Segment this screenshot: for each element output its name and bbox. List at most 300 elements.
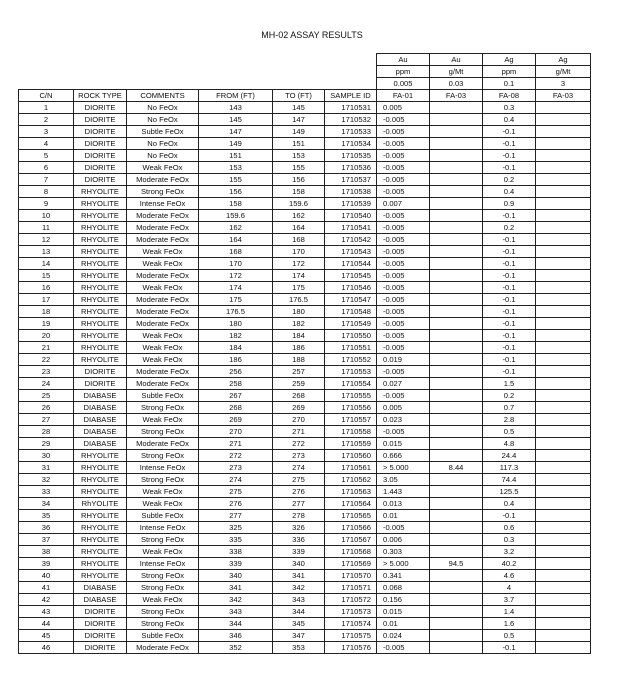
- table-cell: 340: [273, 558, 325, 570]
- table-cell: 269: [199, 414, 273, 426]
- table-cell: > 5.000: [377, 462, 430, 474]
- table-cell: [536, 282, 591, 294]
- table-cell: [430, 162, 483, 174]
- table-cell: Intense FeOx: [127, 522, 199, 534]
- table-cell: -0.1: [483, 162, 536, 174]
- header-spacer: [74, 54, 127, 66]
- table-cell: 0.027: [377, 378, 430, 390]
- table-cell: 1710541: [325, 222, 377, 234]
- table-cell: DIORITE: [74, 606, 127, 618]
- table-cell: 41: [19, 582, 74, 594]
- table-row: [19, 258, 591, 270]
- table-cell: Moderate FeOx: [127, 366, 199, 378]
- table-cell: 186: [273, 342, 325, 354]
- table-cell: Moderate FeOx: [127, 234, 199, 246]
- assay-header-cell: ppm: [483, 66, 536, 78]
- table-cell: DIORITE: [74, 138, 127, 150]
- table-cell: RHYOLITE: [74, 234, 127, 246]
- table-cell: 184: [273, 330, 325, 342]
- table-cell: 0.303: [377, 546, 430, 558]
- table-cell: RHYOLITE: [74, 198, 127, 210]
- table-cell: 353: [273, 642, 325, 654]
- table-cell: 0.013: [377, 498, 430, 510]
- table-cell: 7: [19, 174, 74, 186]
- table-cell: -0.005: [377, 318, 430, 330]
- table-cell: 1710553: [325, 366, 377, 378]
- header-spacer: [127, 78, 199, 90]
- table-cell: [536, 474, 591, 486]
- header-spacer: [19, 66, 74, 78]
- table-cell: [430, 378, 483, 390]
- table-cell: 259: [273, 378, 325, 390]
- table-cell: 340: [199, 570, 273, 582]
- table-row: [19, 630, 591, 642]
- table-cell: 0.01: [377, 618, 430, 630]
- table-cell: 1710557: [325, 414, 377, 426]
- table-cell: DIORITE: [74, 378, 127, 390]
- table-cell: 180: [199, 318, 273, 330]
- table-cell: 346: [199, 630, 273, 642]
- table-cell: [430, 570, 483, 582]
- table-cell: DIORITE: [74, 162, 127, 174]
- table-cell: [430, 222, 483, 234]
- table-cell: 4: [483, 582, 536, 594]
- header-spacer: [199, 54, 273, 66]
- table-cell: Strong FeOx: [127, 450, 199, 462]
- table-cell: 1710567: [325, 534, 377, 546]
- table-cell: RHYOLITE: [74, 342, 127, 354]
- table-cell: RHYOLITE: [74, 354, 127, 366]
- table-cell: 24: [19, 378, 74, 390]
- table-cell: 182: [273, 318, 325, 330]
- table-cell: DIABASE: [74, 402, 127, 414]
- table-cell: 1710549: [325, 318, 377, 330]
- table-cell: 162: [199, 222, 273, 234]
- table-cell: 15: [19, 270, 74, 282]
- table-cell: [536, 450, 591, 462]
- header-spacer: [273, 78, 325, 90]
- table-cell: 30: [19, 450, 74, 462]
- table-cell: -0.005: [377, 306, 430, 318]
- table-cell: 0.024: [377, 630, 430, 642]
- table-cell: 1710571: [325, 582, 377, 594]
- table-cell: 3: [19, 126, 74, 138]
- table-cell: 336: [273, 534, 325, 546]
- table-cell: 273: [273, 450, 325, 462]
- table-cell: [430, 198, 483, 210]
- table-cell: Weak FeOx: [127, 546, 199, 558]
- header-spacer: [19, 54, 74, 66]
- table-cell: -0.1: [483, 210, 536, 222]
- table-cell: RHYOLITE: [74, 270, 127, 282]
- assay-header-cell: Au: [377, 54, 430, 66]
- table-cell: 1710561: [325, 462, 377, 474]
- table-cell: 0.5: [483, 630, 536, 642]
- table-row: [19, 114, 591, 126]
- table-cell: 21: [19, 342, 74, 354]
- table-row: [19, 390, 591, 402]
- table-cell: -0.005: [377, 330, 430, 342]
- table-cell: [430, 282, 483, 294]
- table-cell: 18: [19, 306, 74, 318]
- table-row: [19, 342, 591, 354]
- table-cell: [536, 402, 591, 414]
- table-cell: [536, 546, 591, 558]
- table-cell: -0.005: [377, 138, 430, 150]
- table-cell: -0.005: [377, 282, 430, 294]
- table-cell: 0.005: [377, 102, 430, 114]
- table-row: [19, 306, 591, 318]
- table-cell: 156: [199, 186, 273, 198]
- table-cell: 0.015: [377, 606, 430, 618]
- table-cell: [430, 414, 483, 426]
- table-cell: -0.1: [483, 510, 536, 522]
- table-row: [19, 570, 591, 582]
- table-cell: 1710564: [325, 498, 377, 510]
- table-cell: -0.005: [377, 642, 430, 654]
- header-spacer: [127, 66, 199, 78]
- table-cell: [536, 462, 591, 474]
- table-cell: 269: [273, 402, 325, 414]
- table-row: [19, 270, 591, 282]
- table-cell: 145: [273, 102, 325, 114]
- table-cell: 164: [199, 234, 273, 246]
- table-cell: 174: [273, 270, 325, 282]
- header-spacer: [199, 66, 273, 78]
- table-cell: Weak FeOx: [127, 498, 199, 510]
- table-cell: 0.2: [483, 222, 536, 234]
- table-cell: [430, 150, 483, 162]
- table-cell: 182: [199, 330, 273, 342]
- column-header: ROCK TYPE: [74, 90, 127, 102]
- table-row: [19, 198, 591, 210]
- table-row: [19, 354, 591, 366]
- table-cell: 43: [19, 606, 74, 618]
- table-row: [19, 414, 591, 426]
- table-cell: RHYOLITE: [74, 222, 127, 234]
- table-cell: [536, 558, 591, 570]
- table-cell: [536, 258, 591, 270]
- table-cell: 33: [19, 486, 74, 498]
- table-cell: 6: [19, 162, 74, 174]
- table-cell: -0.1: [483, 282, 536, 294]
- table-cell: [430, 642, 483, 654]
- table-cell: 164: [273, 222, 325, 234]
- table-cell: 149: [273, 126, 325, 138]
- table-cell: 0.666: [377, 450, 430, 462]
- column-header: FA-03: [536, 90, 591, 102]
- table-cell: 31: [19, 462, 74, 474]
- table-cell: Intense FeOx: [127, 462, 199, 474]
- table-cell: Moderate FeOx: [127, 222, 199, 234]
- table-cell: 2.8: [483, 414, 536, 426]
- table-cell: -0.005: [377, 294, 430, 306]
- table-cell: 1710537: [325, 174, 377, 186]
- table-cell: 1710540: [325, 210, 377, 222]
- table-cell: [536, 486, 591, 498]
- table-cell: 1710536: [325, 162, 377, 174]
- table-cell: [430, 258, 483, 270]
- header-spacer: [127, 54, 199, 66]
- table-cell: 1710542: [325, 234, 377, 246]
- table-cell: Weak FeOx: [127, 354, 199, 366]
- table-cell: 17: [19, 294, 74, 306]
- table-cell: -0.1: [483, 294, 536, 306]
- table-cell: 172: [273, 258, 325, 270]
- column-header: TO (FT): [273, 90, 325, 102]
- table-cell: DIORITE: [74, 114, 127, 126]
- table-cell: 339: [273, 546, 325, 558]
- table-row: [19, 126, 591, 138]
- table-cell: RHYOLITE: [74, 282, 127, 294]
- assay-header-cell: ppm: [377, 66, 430, 78]
- table-cell: DIORITE: [74, 102, 127, 114]
- table-cell: Weak FeOx: [127, 258, 199, 270]
- table-cell: [536, 438, 591, 450]
- table-cell: 268: [199, 402, 273, 414]
- table-cell: [536, 630, 591, 642]
- table-cell: 174: [199, 282, 273, 294]
- table-row: [19, 426, 591, 438]
- table-cell: [430, 366, 483, 378]
- table-cell: -0.1: [483, 270, 536, 282]
- table-cell: -0.005: [377, 174, 430, 186]
- table-cell: 1710548: [325, 306, 377, 318]
- table-cell: RHYOLITE: [74, 330, 127, 342]
- table-cell: [536, 606, 591, 618]
- table-cell: Strong FeOx: [127, 582, 199, 594]
- table-cell: Moderate FeOx: [127, 378, 199, 390]
- table-cell: 1.443: [377, 486, 430, 498]
- table-cell: 172: [199, 270, 273, 282]
- table-cell: 1710546: [325, 282, 377, 294]
- table-cell: 0.006: [377, 534, 430, 546]
- table-cell: 1710554: [325, 378, 377, 390]
- table-cell: Weak FeOx: [127, 486, 199, 498]
- table-cell: RHYOLITE: [74, 246, 127, 258]
- table-cell: DIORITE: [74, 174, 127, 186]
- table-cell: 344: [199, 618, 273, 630]
- table-cell: Moderate FeOx: [127, 438, 199, 450]
- table-cell: Weak FeOx: [127, 330, 199, 342]
- table-row: [19, 162, 591, 174]
- table-cell: 159.6: [273, 198, 325, 210]
- table-cell: [430, 174, 483, 186]
- table-cell: 342: [273, 582, 325, 594]
- table-cell: 344: [273, 606, 325, 618]
- table-cell: 147: [273, 114, 325, 126]
- table-cell: [536, 174, 591, 186]
- table-cell: DIORITE: [74, 618, 127, 630]
- assay-header-cell: Au: [430, 54, 483, 66]
- table-cell: 1710559: [325, 438, 377, 450]
- table-row: [19, 522, 591, 534]
- table-cell: [536, 534, 591, 546]
- table-cell: [536, 126, 591, 138]
- table-row: [19, 294, 591, 306]
- table-cell: 20: [19, 330, 74, 342]
- table-cell: 341: [273, 570, 325, 582]
- table-cell: RHYOLITE: [74, 510, 127, 522]
- table-row: [19, 450, 591, 462]
- table-cell: -0.005: [377, 246, 430, 258]
- table-row: [19, 546, 591, 558]
- table-cell: [430, 114, 483, 126]
- table-cell: 342: [199, 594, 273, 606]
- table-row: [19, 402, 591, 414]
- table-cell: DIABASE: [74, 438, 127, 450]
- table-cell: 1710562: [325, 474, 377, 486]
- table-row: [19, 378, 591, 390]
- table-cell: 186: [199, 354, 273, 366]
- table-cell: 40.2: [483, 558, 536, 570]
- column-header: COMMENTS: [127, 90, 199, 102]
- table-cell: 270: [273, 414, 325, 426]
- table-cell: 1710531: [325, 102, 377, 114]
- table-cell: RHYOLITE: [74, 534, 127, 546]
- table-cell: 29: [19, 438, 74, 450]
- assay-header-cell: 0.1: [483, 78, 536, 90]
- table-cell: 1710556: [325, 402, 377, 414]
- table-row: [19, 510, 591, 522]
- table-cell: No FeOx: [127, 102, 199, 114]
- table-cell: [430, 210, 483, 222]
- table-cell: Moderate FeOx: [127, 318, 199, 330]
- table-cell: 272: [273, 438, 325, 450]
- table-cell: 1: [19, 102, 74, 114]
- assay-header-cell: g/Mt: [430, 66, 483, 78]
- table-cell: Strong FeOx: [127, 606, 199, 618]
- table-cell: Strong FeOx: [127, 474, 199, 486]
- table-cell: 149: [199, 138, 273, 150]
- table-cell: 1710555: [325, 390, 377, 402]
- table-cell: Weak FeOx: [127, 162, 199, 174]
- table-cell: -0.1: [483, 150, 536, 162]
- table-cell: 175: [199, 294, 273, 306]
- header-spacer: [325, 66, 377, 78]
- table-cell: 325: [199, 522, 273, 534]
- table-cell: -0.005: [377, 258, 430, 270]
- table-row: [19, 282, 591, 294]
- table-cell: RHYOLITE: [74, 570, 127, 582]
- table-cell: -0.005: [377, 162, 430, 174]
- table-cell: Moderate FeOx: [127, 210, 199, 222]
- table-cell: 27: [19, 414, 74, 426]
- table-cell: 42: [19, 594, 74, 606]
- table-cell: 271: [199, 438, 273, 450]
- table-cell: [430, 522, 483, 534]
- assay-header-cell: Ag: [536, 54, 591, 66]
- table-cell: 170: [199, 258, 273, 270]
- table-cell: 117.3: [483, 462, 536, 474]
- table-cell: 1710550: [325, 330, 377, 342]
- table-cell: 170: [273, 246, 325, 258]
- table-cell: -0.005: [377, 342, 430, 354]
- table-cell: 32: [19, 474, 74, 486]
- table-cell: -0.005: [377, 210, 430, 222]
- table-cell: [536, 570, 591, 582]
- table-cell: 1710563: [325, 486, 377, 498]
- table-cell: -0.1: [483, 126, 536, 138]
- table-cell: [430, 186, 483, 198]
- header-spacer: [273, 66, 325, 78]
- table-cell: 8: [19, 186, 74, 198]
- table-cell: 338: [199, 546, 273, 558]
- table-cell: Intense FeOx: [127, 558, 199, 570]
- table-row: [19, 534, 591, 546]
- table-cell: 45: [19, 630, 74, 642]
- table-cell: 155: [273, 162, 325, 174]
- table-cell: Subtle FeOx: [127, 126, 199, 138]
- table-cell: [430, 474, 483, 486]
- table-cell: -0.005: [377, 186, 430, 198]
- column-header: SAMPLE ID: [325, 90, 377, 102]
- table-cell: 5: [19, 150, 74, 162]
- table-cell: [536, 318, 591, 330]
- table-cell: RHYOLITE: [74, 486, 127, 498]
- table-cell: [536, 198, 591, 210]
- table-cell: [430, 138, 483, 150]
- table-row: [19, 558, 591, 570]
- table-cell: -0.005: [377, 390, 430, 402]
- table-cell: 23: [19, 366, 74, 378]
- table-cell: 8.44: [430, 462, 483, 474]
- table-cell: 37: [19, 534, 74, 546]
- table-cell: -0.005: [377, 114, 430, 126]
- table-cell: [430, 294, 483, 306]
- table-cell: 153: [199, 162, 273, 174]
- table-row: [19, 150, 591, 162]
- table-cell: 0.023: [377, 414, 430, 426]
- table-cell: 1.4: [483, 606, 536, 618]
- table-cell: 1710573: [325, 606, 377, 618]
- table-cell: DIORITE: [74, 642, 127, 654]
- table-cell: Weak FeOx: [127, 282, 199, 294]
- table-cell: 34: [19, 498, 74, 510]
- table-cell: [430, 606, 483, 618]
- table-cell: 4.6: [483, 570, 536, 582]
- table-cell: 341: [199, 582, 273, 594]
- table-cell: [430, 510, 483, 522]
- table-cell: 1710534: [325, 138, 377, 150]
- table-cell: -0.005: [377, 234, 430, 246]
- table-cell: -0.1: [483, 642, 536, 654]
- table-cell: -0.1: [483, 138, 536, 150]
- table-cell: 258: [199, 378, 273, 390]
- table-cell: 0.3: [483, 102, 536, 114]
- table-cell: -0.1: [483, 354, 536, 366]
- table-cell: [536, 234, 591, 246]
- table-cell: 0.4: [483, 186, 536, 198]
- table-row: [19, 138, 591, 150]
- table-cell: 0.341: [377, 570, 430, 582]
- table-cell: [536, 342, 591, 354]
- table-cell: [430, 534, 483, 546]
- table-cell: [430, 306, 483, 318]
- table-cell: [536, 618, 591, 630]
- table-cell: DIORITE: [74, 630, 127, 642]
- table-cell: [536, 222, 591, 234]
- table-cell: 40: [19, 570, 74, 582]
- table-cell: 0.5: [483, 426, 536, 438]
- table-cell: 257: [273, 366, 325, 378]
- table-cell: 1710570: [325, 570, 377, 582]
- table-row: [19, 462, 591, 474]
- table-cell: 26: [19, 402, 74, 414]
- table-cell: [430, 450, 483, 462]
- table-row: [19, 438, 591, 450]
- table-cell: [430, 126, 483, 138]
